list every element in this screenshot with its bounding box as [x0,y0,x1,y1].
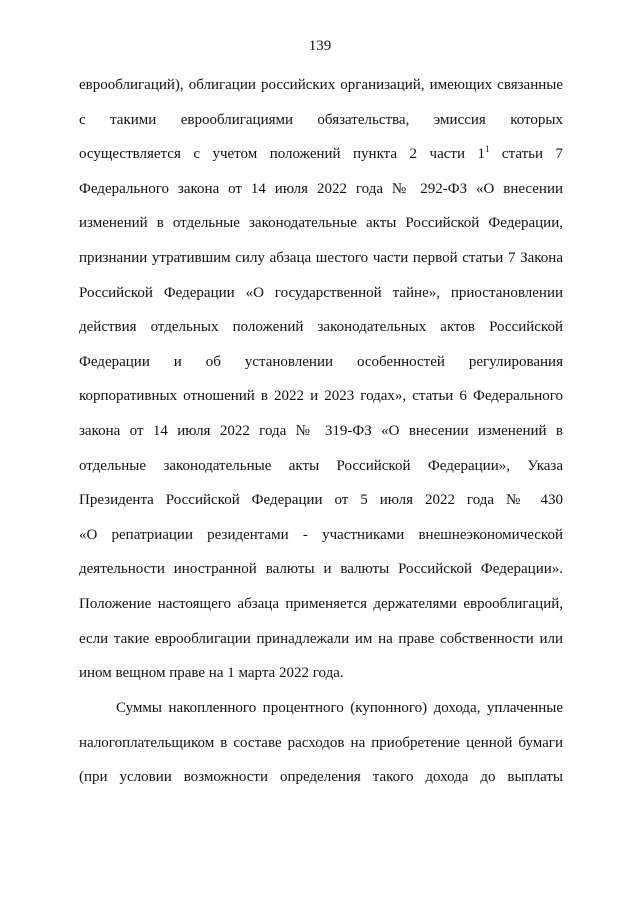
text-line: если такие еврооблигации принадлежали им на праве собственности или [79,630,563,647]
text-line: закона от 14 июля 2022 года № 319-ФЗ «О внесении изменений в [79,422,563,439]
text-line: отдельные законодательные акты Российской Федерации», Указа [79,457,563,474]
text-line: «О репатриации резидентами - участниками внешнеэкономической [79,526,563,543]
text-line [79,144,563,179]
text-line: (при условии возможности определения такого дохода до выплаты [79,769,563,786]
text-line: корпоративных отношений в 2022 и 2023 годах», статьи 6 Федерального [79,388,563,405]
text-line: Суммы накопленного процентного (купонного) дохода, уплаченные [116,700,563,716]
text-line: Положение настоящего абзаца применяется держателями еврооблигаций, [79,595,563,612]
text-line-part: осуществляется с учетом положений пункта 2 части 1 [79,146,485,163]
text-line: налогоплательщиком в составе расходов на приобретение ценной бумаги [79,734,563,751]
text-line-part: статьи 7 [489,146,563,163]
paragraph-1 [79,75,563,698]
superscript-reference: 1 [484,144,490,155]
text-line: изменений в отдельные законодательные акты Российской Федерации, [79,215,563,232]
text-line: Федерации и об установлении особенностей регулирования [79,353,563,370]
text-line: еврооблигаций), облигации российских организаций, имеющих связанные [79,77,563,93]
text-line: Российской Федерации «О государственной тайне», приостановлении [79,284,563,301]
text-line: признании утратившим силу абзаца шестого части первой статьи 7 Закона [79,249,563,266]
text-line: Президента Российской Федерации от 5 июля 2022 года № 430 [79,492,563,509]
text-line: Федерального закона от 14 июля 2022 года № 292-ФЗ «О внесении [79,180,563,197]
text-line: с такими еврооблигациями обязательства, эмиссия которых [79,111,563,128]
text-line: действия отдельных положений законодательных актов Российской [79,319,563,336]
page-number: 139 [308,38,332,54]
text-line: деятельности иностранной валюты и валюты Российской Федерации». [79,561,563,578]
text-line: ином вещном праве на 1 марта 2022 года. [79,665,344,682]
paragraph-2 [79,698,563,802]
